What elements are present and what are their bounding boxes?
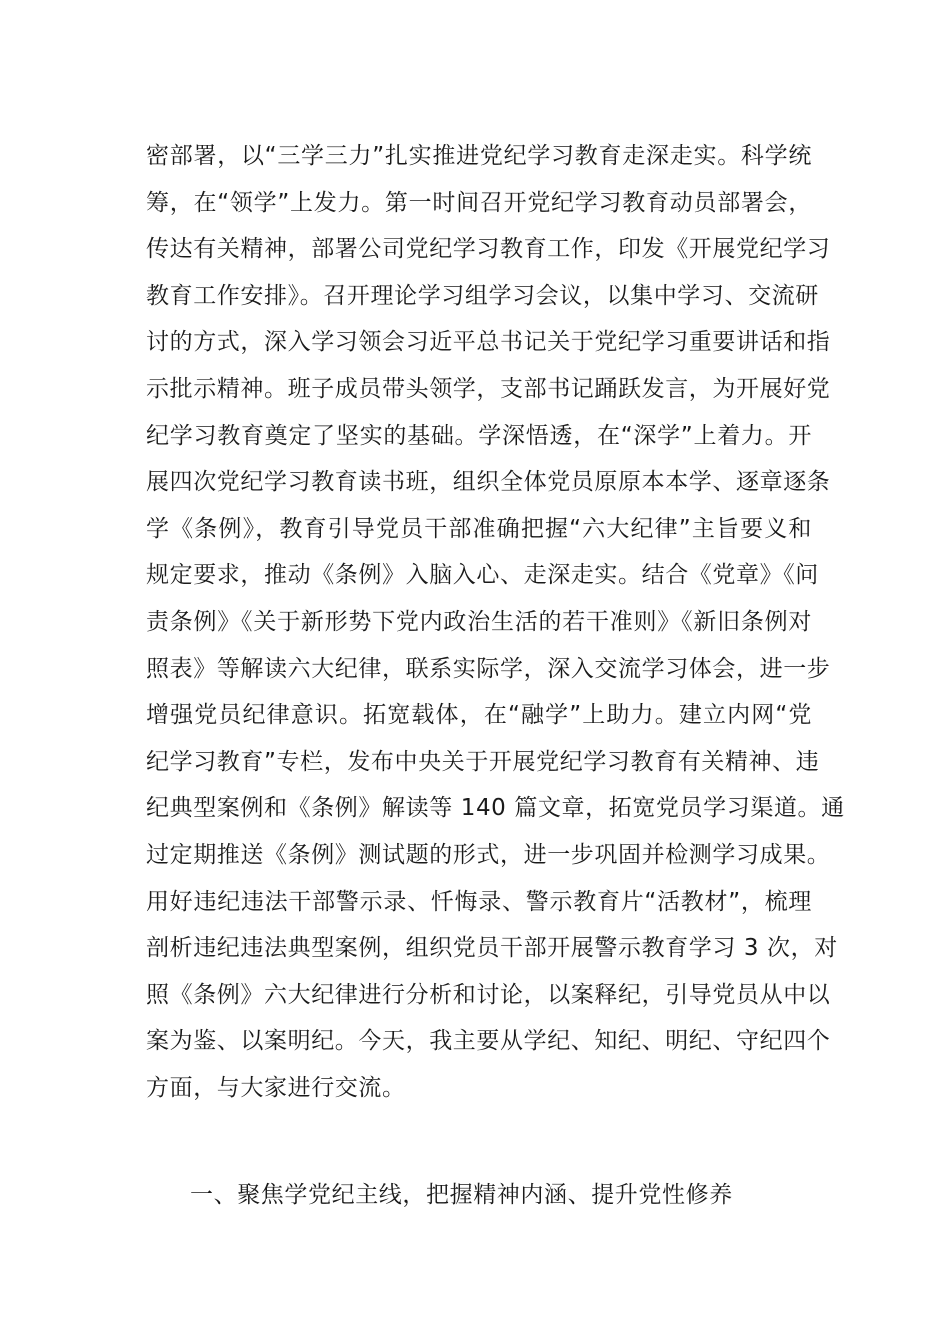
paragraph-line: 过定期推送《条例》测试题的形式，进一步巩固并检测学习成果。 bbox=[146, 841, 831, 868]
paragraph-line: 案为鉴、以案明纪。今天，我主要从学纪、知纪、明纪、守纪四个 bbox=[146, 1028, 831, 1055]
paragraph-line: 传达有关精神，部署公司党纪学习教育工作，印发《开展党纪学习 bbox=[146, 236, 831, 263]
paragraph-line: 学《条例》，教育引导党员干部准确把握“六大纪律”主旨要义和 bbox=[146, 515, 812, 542]
body-paragraph bbox=[146, 133, 845, 1111]
paragraph-line: 剖析违纪违法典型案例，组织党员干部开展警示教育学习 3 次，对 bbox=[146, 935, 838, 962]
paragraph-line: 纪典型案例和《条例》解读等 140 篇文章，拓宽党员学习渠道。通 bbox=[146, 795, 845, 822]
paragraph-line: 讨的方式，深入学习领会习近平总书记关于党纪学习重要讲话和指 bbox=[146, 329, 831, 356]
section-heading: 一、聚焦学党纪主线，把握精神内涵、提升党性修养 bbox=[190, 1182, 733, 1208]
paragraph-line: 增强党员纪律意识。拓宽载体，在“融学”上助力。建立内网“党 bbox=[146, 702, 812, 729]
paragraph-line: 密部署，以“三学三力”扎实推进党纪学习教育走深走实。科学统 bbox=[146, 143, 812, 169]
paragraph-line: 纪学习教育奠定了坚实的基础。学深悟透，在“深学”上着力。开 bbox=[146, 422, 812, 449]
paragraph-line: 方面，与大家进行交流。 bbox=[146, 1074, 406, 1101]
paragraph-line: 规定要求，推动《条例》入脑入心、走深走实。结合《党章》《问 bbox=[146, 562, 819, 589]
paragraph-line: 筹，在“领学”上发力。第一时间召开党纪学习教育动员部署会， bbox=[146, 189, 812, 216]
paragraph-line: 纪学习教育”专栏，发布中央关于开展党纪学习教育有关精神、违 bbox=[146, 748, 820, 775]
paragraph-line: 用好违纪违法干部警示录、忏悔录、警示教育片“活教材”，梳理 bbox=[146, 888, 812, 915]
paragraph-line: 教育工作安排》。召开理论学习组学习会议，以集中学习、交流研 bbox=[146, 282, 819, 309]
paragraph-line: 照《条例》六大纪律进行分析和讨论，以案释纪，引导党员从中以 bbox=[146, 981, 831, 1008]
paragraph-line: 照表》等解读六大纪律，联系实际学，深入交流学习体会，进一步 bbox=[146, 655, 831, 682]
paragraph-line: 示批示精神。班子成员带头领学，支部书记踊跃发言，为开展好党 bbox=[146, 375, 831, 402]
paragraph-line: 责条例》《关于新形势下党内政治生活的若干准则》《新旧条例对 bbox=[146, 608, 812, 635]
paragraph-line: 展四次党纪学习教育读书班，组织全体党员原原本本学、逐章逐条 bbox=[146, 469, 831, 496]
